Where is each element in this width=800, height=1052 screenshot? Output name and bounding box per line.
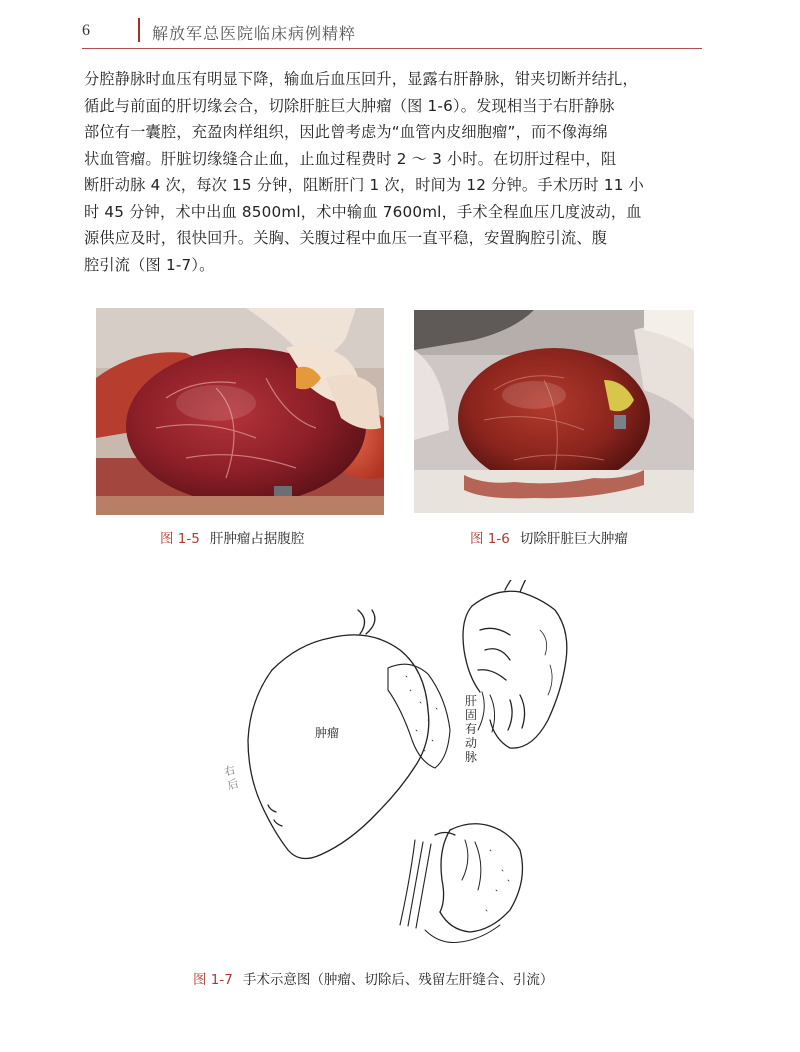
- book-title: 解放军总医院临床病例精粹: [152, 24, 357, 43]
- figure-number: 图 1-5: [160, 531, 200, 547]
- body-line: 源供应及时，很快回升。关胸、关腹过程中血压一直平稳，安置胸腔引流、腹: [84, 229, 608, 247]
- body-paragraph: [84, 66, 706, 278]
- figure-number: 图 1-7: [193, 972, 233, 988]
- body-line: 循此与前面的肝切缘会合，切除肝脏巨大肿瘤（图 1-6）。发现相当于右肝静脉: [84, 96, 615, 115]
- header-divider: [138, 18, 140, 42]
- label-hepatic-artery: 肝固有动脉: [464, 694, 477, 764]
- figure-number: 图 1-6: [470, 531, 510, 547]
- photo-resected-giant-tumor: [414, 310, 694, 513]
- figure-1-7-caption: [193, 968, 553, 988]
- body-line: 状血管瘤。肝脏切缘缝合止血，止血过程费时 2 ～ 3 小时。在切肝过程中，阻: [84, 149, 617, 168]
- caption-text: 切除肝脏巨大肿瘤: [519, 531, 628, 547]
- body-line: 腔引流（图 1-7）。: [84, 255, 215, 274]
- caption-text: 手术示意图（肿瘤、切除后、残留左肝缝合、引流）: [242, 972, 554, 988]
- label-tumor: 肿瘤: [315, 726, 340, 740]
- page-number: 6: [82, 22, 90, 39]
- page-header: [82, 14, 702, 50]
- body-line: 时 45 分钟，术中出血 8500ml，术中输血 7600ml，手术全程血压几度波动，血: [84, 202, 642, 221]
- body-line: 断肝动脉 4 次，每次 15 分钟，阻断肝门 1 次，时间为 12 分钟。手术历时 11 小: [84, 176, 645, 194]
- body-line: 分腔静脉时血压有明显下降，输血后血压回升，显露右肝静脉，钳夹切断并结扎，: [84, 70, 638, 88]
- figure-1-5-caption: [160, 527, 304, 547]
- surgical-schematic-diagram: [210, 580, 600, 960]
- body-line: 部位有一囊腔，充盈肉样组织，因此曾考虑为“血管内皮细胞瘤”，而不像海绵: [84, 123, 608, 141]
- caption-text: 肝肿瘤占据腹腔: [209, 531, 305, 547]
- schematic-drawing: [210, 580, 600, 960]
- header-rule: [82, 48, 702, 49]
- photo-liver-tumor-in-abdomen: [96, 308, 384, 515]
- figure-1-6-caption: [470, 527, 628, 547]
- label-right-back: 右后: [222, 763, 241, 793]
